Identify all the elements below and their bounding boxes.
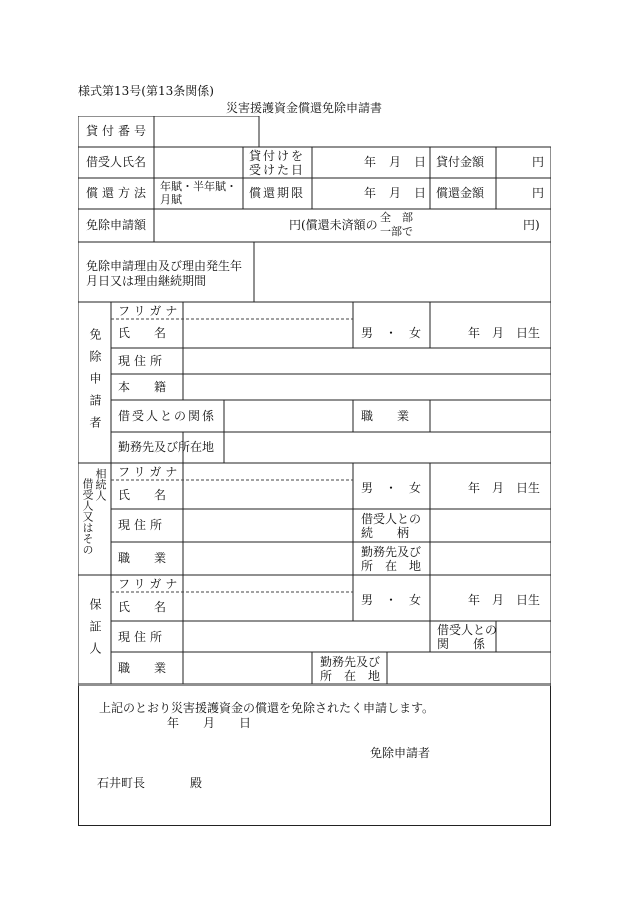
applicant-birth: 年 月 日生	[468, 326, 541, 340]
applicant-workplace-label: 勤務先及び所在地	[118, 440, 215, 454]
applicant-occupation-label: 職 業	[361, 409, 410, 423]
guarantor-section-label: 保証人	[88, 598, 102, 664]
applicant-relation-label: 借受人との関係	[118, 409, 217, 423]
heir-furigana-label: フリガナ	[118, 465, 182, 479]
guarantor-workplace-label-2: 所 在 地	[320, 669, 381, 683]
applicant-furigana-label: フリガナ	[118, 304, 182, 318]
reason-label-1: 免除申請理由及び理由発生年	[86, 259, 243, 273]
declaration-applicant-label: 免除申請者	[370, 746, 431, 760]
repaid-amount-label: 償還金額	[436, 186, 485, 200]
loan-date-label-2: 受けた日	[249, 163, 306, 177]
heir-address-label: 現住所	[118, 518, 167, 532]
repayment-date-day: 日	[414, 186, 427, 200]
heir-section-label-1: 借受人又はその	[81, 478, 94, 555]
form-title: 災害援護資金償還免除申請書	[226, 101, 383, 115]
declaration-honorific: 殿	[190, 776, 203, 790]
guarantor-workplace-label-1: 勤務先及び	[320, 655, 381, 669]
repayment-date-month: 月	[389, 186, 402, 200]
loan-number-label: 貸付番号	[86, 124, 151, 138]
exemption-part-label: 一部で	[380, 225, 413, 238]
applicant-name-field[interactable]	[184, 320, 352, 347]
declaration-statement: 上記のとおり災害援護資金の償還を免除されたく申請します。	[99, 701, 435, 715]
repayment-period-label: 償還期限	[249, 186, 306, 200]
reason-label-2: 月日又は理由継続期間	[86, 274, 207, 288]
exemption-all-label: 全 部	[380, 211, 413, 224]
repayment-method-options-1: 年賦・半年賦・	[160, 180, 237, 193]
guarantor-sex: 男 ・ 女	[361, 593, 422, 607]
heir-workplace-label-2: 所 在 地	[361, 559, 422, 573]
heir-sex: 男 ・ 女	[361, 481, 422, 495]
repayment-method-options-2: 月賦	[160, 193, 182, 206]
applicant-address-label: 現住所	[118, 354, 167, 368]
applicant-domicile-label: 本 籍	[118, 380, 167, 394]
loan-amount-label: 貸付金額	[436, 155, 485, 169]
borrower-name-label: 借受人氏名	[86, 155, 147, 169]
repayment-date-year: 年	[364, 186, 377, 200]
repaid-amount-yen: 円	[532, 186, 545, 200]
reason-field[interactable]	[255, 243, 550, 301]
loan-date-month: 月	[389, 155, 402, 169]
applicant-sex: 男 ・ 女	[361, 326, 422, 340]
applicant-domicile-field[interactable]	[184, 375, 550, 399]
exemption-amount-prefix: 円(償還未済額の	[289, 218, 378, 232]
loan-date-year: 年	[364, 155, 377, 169]
guarantor-name-label: 氏 名	[118, 600, 167, 614]
guarantor-occupation-label: 職 業	[118, 661, 167, 675]
guarantor-furigana-label: フリガナ	[118, 577, 182, 591]
repayment-method-label: 償還方法	[86, 186, 151, 200]
heir-birth: 年 月 日生	[468, 481, 541, 495]
guarantor-relation-label-1: 借受人との	[437, 623, 498, 637]
exemption-amount-label: 免除申請額	[86, 218, 147, 232]
declaration-addressee: 石井町長	[97, 776, 146, 790]
applicant-name-label: 氏 名	[118, 326, 167, 340]
heir-relation-label-1: 借受人との	[361, 512, 422, 526]
application-form	[78, 116, 551, 686]
heir-occupation-label: 職 業	[118, 551, 167, 565]
loan-date-day: 日	[414, 155, 427, 169]
form-number: 様式第13号(第13条関係)	[78, 84, 214, 98]
guarantor-birth: 年 月 日生	[468, 593, 541, 607]
heir-name-label: 氏 名	[118, 488, 167, 502]
heir-section-label-2: 相続人	[94, 468, 107, 501]
heir-relation-label-2: 続 柄	[361, 526, 410, 540]
loan-amount-yen: 円	[532, 155, 545, 169]
exemption-amount-suffix: 円)	[523, 218, 540, 232]
applicant-section-label: 免除申請者	[88, 328, 102, 438]
loan-date-label-1: 貸付けを	[249, 149, 306, 163]
declaration-date: 年 月 日	[167, 716, 252, 730]
borrower-name-field[interactable]	[155, 148, 242, 177]
loan-number-field[interactable]	[155, 117, 258, 146]
guarantor-address-label: 現住所	[118, 630, 167, 644]
heir-workplace-label-1: 勤務先及び	[361, 545, 422, 559]
guarantor-relation-label-2: 関 係	[437, 637, 486, 651]
applicant-address-field[interactable]	[184, 349, 550, 373]
